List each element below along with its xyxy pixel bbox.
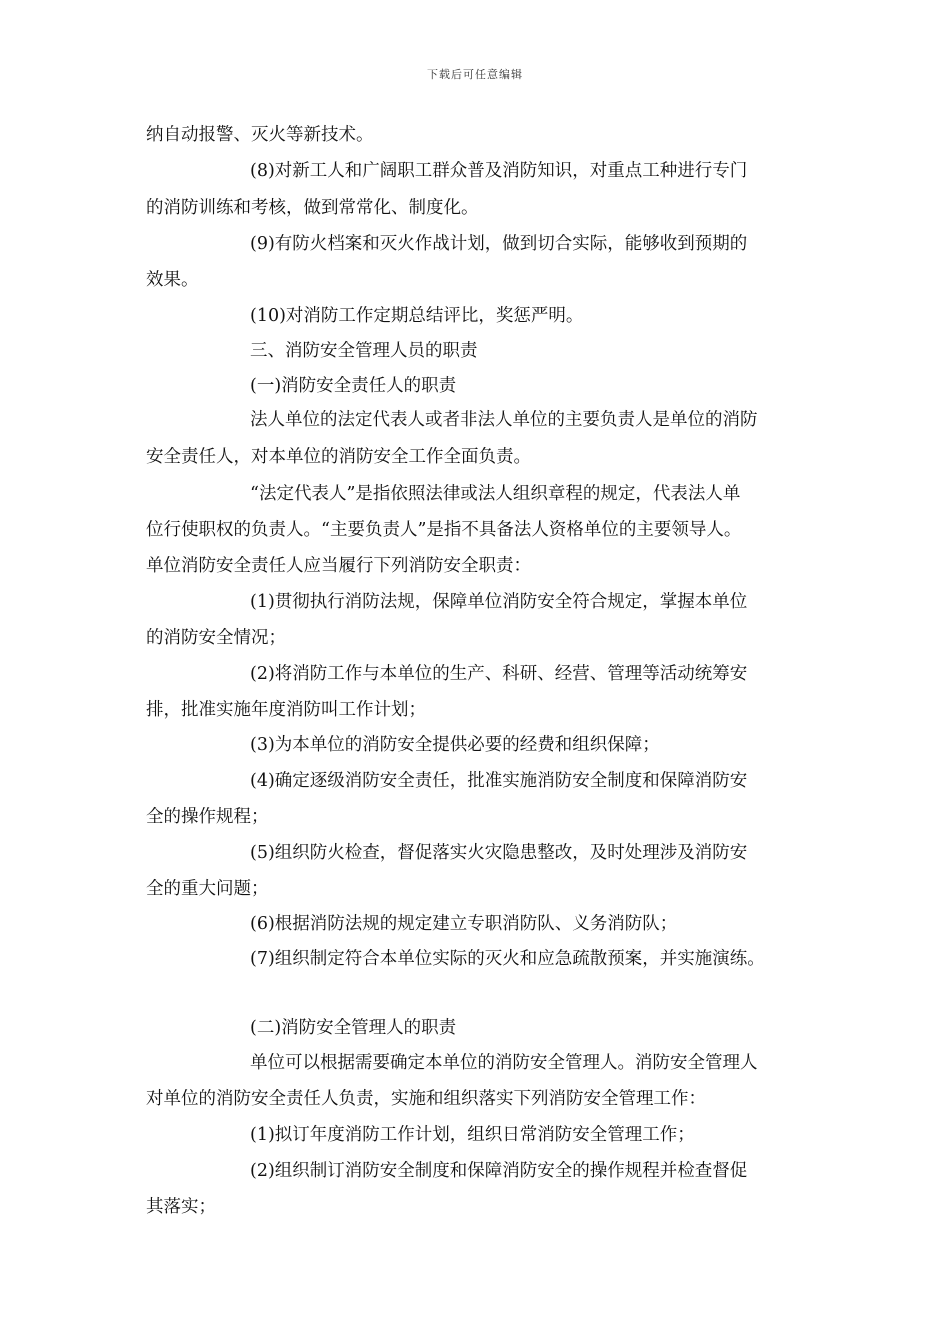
text-line: 全的重大问题； — [146, 879, 269, 899]
subsection-heading: (二)消防安全管理人的职责 — [250, 1018, 457, 1038]
text-line: (3)为本单位的消防安全提供必要的经费和组织保障； — [250, 735, 660, 755]
text-line: 对单位的消防安全责任人负责，实施和组织落实下列消防安全管理工作： — [146, 1089, 706, 1109]
text-line: 的消防安全情况； — [146, 628, 286, 648]
text-line: (1)贯彻执行消防法规，保障单位消防安全符合规定，掌握本单位 — [250, 592, 748, 612]
section-heading: 三、消防安全管理人员的职责 — [250, 341, 478, 361]
text-line: (2)将消防工作与本单位的生产、科研、经营、管理等活动统筹安 — [250, 664, 748, 684]
text-line: (2)组织制订消防安全制度和保障消防安全的操作规程并检查督促 — [250, 1161, 748, 1181]
text-line: 排，批准实施年度消防叫工作计划； — [146, 700, 426, 720]
text-line: 全的操作规程； — [146, 807, 269, 827]
text-line: 单位消防安全责任人应当履行下列消防安全职责： — [146, 556, 531, 576]
text-line: (9)有防火档案和灭火作战计划，做到切合实际，能够收到预期的 — [250, 234, 748, 254]
text-line: (8)对新工人和广阔职工群众普及消防知识，对重点工种进行专门 — [250, 161, 748, 181]
text-line: (10)对消防工作定期总结评比，奖惩严明。 — [250, 306, 584, 326]
subsection-heading: (一)消防安全责任人的职责 — [250, 376, 457, 396]
text-line: 纳自动报警、灭火等新技术。 — [146, 125, 374, 145]
text-line: 法人单位的法定代表人或者非法人单位的主要负责人是单位的消防 — [250, 410, 758, 430]
text-line: “法定代表人”是指依照法律或法人组织章程的规定，代表法人单 — [250, 484, 741, 504]
text-line: 的消防训练和考核，做到常常化、制度化。 — [146, 198, 479, 218]
page-header: 下载后可任意编辑 — [427, 68, 523, 81]
text-line: (5)组织防火检查，督促落实火灾隐患整改，及时处理涉及消防安 — [250, 843, 748, 863]
text-line: (1)拟订年度消防工作计划，组织日常消防安全管理工作； — [250, 1125, 695, 1145]
text-line: (4)确定逐级消防安全责任，批准实施消防安全制度和保障消防安 — [250, 771, 748, 791]
text-line: 单位可以根据需要确定本单位的消防安全管理人。消防安全管理人 — [250, 1053, 758, 1073]
text-line: 其落实； — [146, 1197, 216, 1217]
text-line: (6)根据消防法规的规定建立专职消防队、义务消防队； — [250, 914, 678, 934]
text-line: 安全责任人，对本单位的消防安全工作全面负责。 — [146, 447, 531, 467]
text-line: 效果。 — [146, 270, 199, 290]
text-line: 位行使职权的负责人。“主要负责人”是指不具备法人资格单位的主要领导人。 — [146, 520, 742, 540]
text-line: (7)组织制定符合本单位实际的灭火和应急疏散预案，并实施演练。 — [250, 949, 765, 969]
